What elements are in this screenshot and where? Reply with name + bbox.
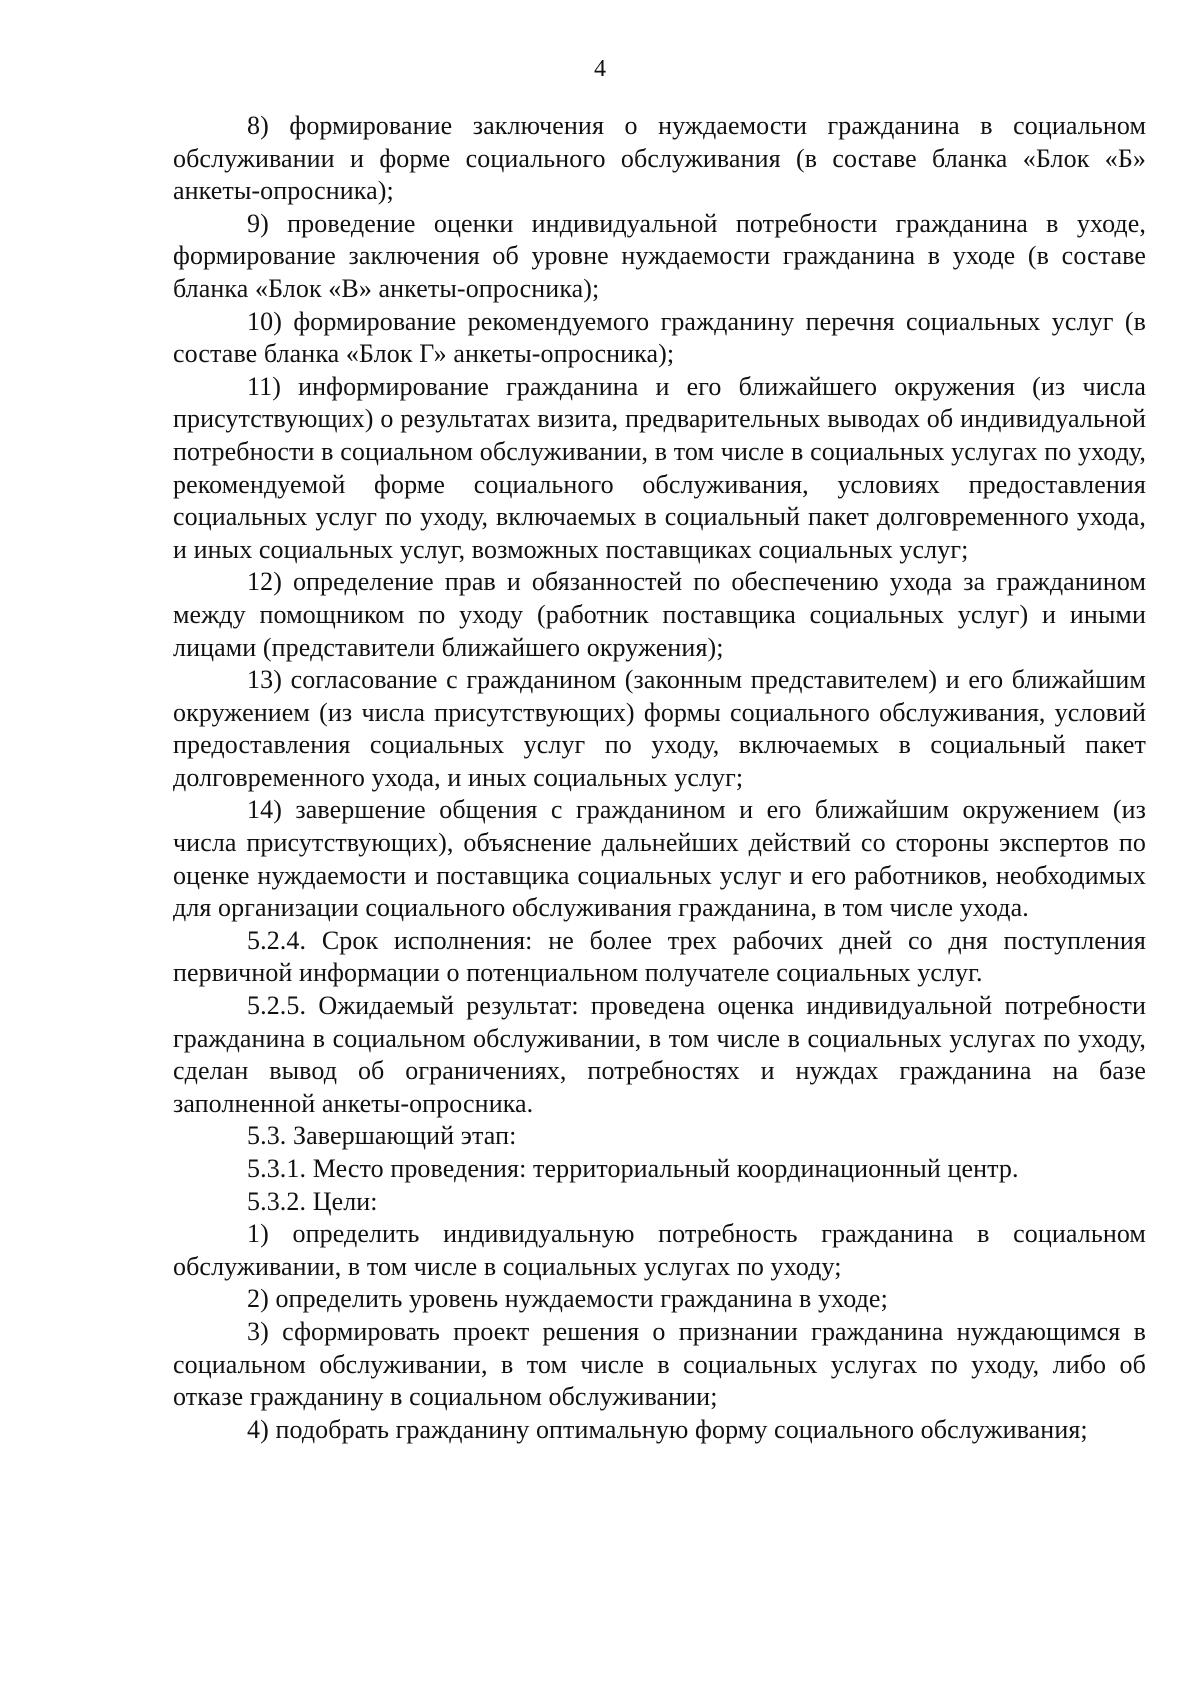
section-heading-5-3: 5.3. Завершающий этап:	[247, 1121, 517, 1151]
page-number: 4	[594, 56, 606, 82]
paragraph-5-3-1: 5.3.1. Место проведения: территориальный координационный центр.	[247, 1154, 1019, 1183]
paragraph-item-12: 12) определение прав и обязанностей по обеспечению ухода за гражданином между помощником по уходу (работник поставщика социальных услуг) и иными лицами (представители ближайшего окружения);	[173, 567, 1146, 662]
paragraph-5-2-4: 5.2.4. Срок исполнения: не более трех рабочих дней со дня поступления первичной информации о потенциальном получателе социальных услуг.	[173, 925, 1146, 988]
goal-item-2: 2) определить уровень нуждаемости гражданина в уходе;	[247, 1284, 888, 1314]
paragraph-item-14: 14) завершение общения с гражданином и его ближайшим окружением (из числа присутствующих), объяснение дальнейших действий со стороны экспертов по оценке нуждаемости и поставщика социальных услуг и его работников, необходимых для организации социального обслуживания гражданина, в том числе ухода.	[173, 795, 1146, 923]
paragraph-5-3-2: 5.3.2. Цели:	[247, 1186, 378, 1216]
paragraph-5-2-5: 5.2.5. Ожидаемый результат: проведена оценка индивидуальной потребности гражданина в социальном обслуживании, в том числе в социальных услугах по уходу, сделан вывод об ограничениях, потребностях и нуждах гражданина на базе заполненной анкеты-опросника.	[173, 991, 1146, 1118]
goal-item-4: 4) подобрать гражданину оптимальную форму социального обслуживания;	[247, 1414, 1088, 1444]
paragraph-item-9: 9) проведение оценки индивидуальной потребности гражданина в уходе, формирование заключения об уровне нуждаемости гражданина в уходе (в составе бланка «Блок «В» анкеты-опросника);	[173, 208, 1146, 303]
paragraph-item-13: 13) согласование с гражданином (законным представителем) и его ближайшим окружением (из числа присутствующих) формы социального обслуживания, условий предоставления социальных услуг по уходу, включаемых в социальный пакет долговременного ухода, и иных социальных услуг;	[173, 665, 1146, 792]
goal-item-1: 1) определить индивидуальную потребность гражданина в социальном обслуживании, в том числе в социальных услугах по уходу;	[173, 1219, 1146, 1281]
paragraph-item-10: 10) формирование рекомендуемого гражданину перечня социальных услуг (в составе бланка «Блок Г» анкеты-опросника);	[173, 306, 1146, 369]
document-body	[173, 110, 1146, 1446]
goal-item-3: 3) сформировать проект решения о признании гражданина нуждающимся в социальном обслуживании, в том числе в социальных услугах по уходу, либо об отказе гражданину в социальном обслуживании;	[173, 1316, 1146, 1412]
paragraph-item-8: 8) формирование заключения о нуждаемости гражданина в социальном обслуживании и форме социального обслуживания (в составе бланка «Блок «Б» анкеты-опросника);	[173, 111, 1146, 206]
paragraph-item-11: 11) информирование гражданина и его ближайшего окружения (из числа присутствующих) о результатах визита, предварительных выводах об индивидуальной потребности в социальном обслуживании, в том числе в социальных услугах по уходу, рекомендуемой форме социального обслуживания, условиях предоставления социальных услуг по уходу, включаемых в социальный пакет долговременного ухода, и иных социальных услуг, возможных поставщиках социальных услуг;	[173, 371, 1146, 564]
